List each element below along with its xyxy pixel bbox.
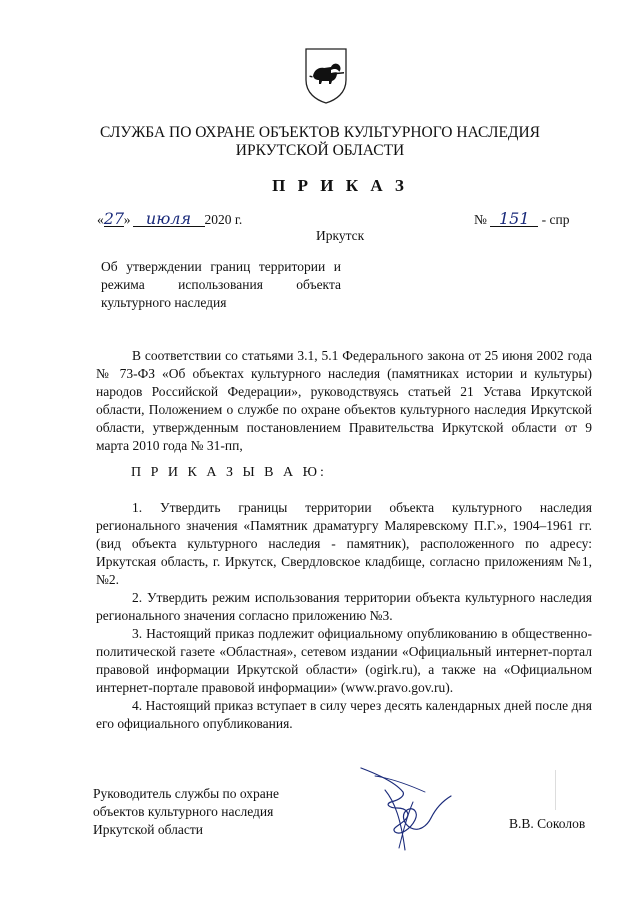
order-subject <box>101 258 341 312</box>
order-item-4: 4. Настоящий приказ вступает в силу через десять календарных дней после дня его официального опубликования. <box>96 698 592 731</box>
order-word: П Р И К А З Ы В А Ю: <box>131 465 327 480</box>
preamble-text: В соответствии со статьями 3.1, 5.1 Федерального закона от 25 июня 2002 года № 73-ФЗ «Об объектах культурного наследия (памятниках истории и культуры) народов Российской Федерации», руководствуясь статьей 21 Устава Иркутской области, Положением о службе по охране объектов культурного наследия Иркутской области, утвержденным постановлением Правительства Иркутской области от 9 марта 2010 года № 31-пп, <box>96 348 592 453</box>
order-number <box>474 209 570 228</box>
quote-close: » <box>123 212 131 227</box>
signatory-position <box>93 785 279 839</box>
city: Иркутск <box>316 228 365 243</box>
agency-name-line-1: СЛУЖБА ПО ОХРАНЕ ОБЪЕКТОВ КУЛЬТУРНОГО НАСЛЕДИЯ <box>99 124 541 141</box>
signatory-name: В.В. Соколов <box>509 816 586 831</box>
agency-name-line-2: ИРКУТСКОЙ ОБЛАСТИ <box>235 142 405 159</box>
number-prefix: № <box>474 212 487 227</box>
quote-open: « <box>97 212 104 227</box>
date-day: 27 <box>103 209 125 228</box>
document-type-title: П Р И К А З <box>272 176 408 195</box>
signature-icon <box>355 762 465 854</box>
coat-of-arms-icon <box>304 46 348 104</box>
number-value: 151 <box>490 212 538 227</box>
subject-line-1: Об утверждении границ территории и <box>101 259 341 274</box>
order-item-3: 3. Настоящий приказ подлежит официальному опубликованию в общественно-политической газете «Областная», сетевом издании «Официальный интернет-портал правовой информации Иркутской области» (ogirk.ru), а также на «Официальном интернет-портале правовой информации» (www.pravo.gov.ru). <box>96 626 592 695</box>
subject-line-2: режима использования объекта <box>101 277 341 292</box>
order-item-2: 2. Утвердить режим использования территории объекта культурного наследия регионального значения согласно приложению №3. <box>96 590 592 623</box>
preamble <box>96 347 592 455</box>
position-line-3: Иркутской области <box>93 822 204 837</box>
subject-line-3: культурного наследия <box>101 295 227 310</box>
position-line-1: Руководитель службы по охране <box>93 786 280 801</box>
number-suffix: - спр <box>541 212 570 227</box>
order-item-1: 1. Утвердить границы территории объекта культурного наследия регионального значения «Памятник драматургу Маляревскому П.Г.», 1904–1961 гг. (вид объекта культурного наследия - памятник), расположенного по адресу: Иркутская область, г. Иркутск, Свердловское кладбище, согласно приложениям №1, №2. <box>96 500 592 587</box>
scan-mark <box>555 770 556 810</box>
order-items <box>96 499 592 733</box>
date-month: июля <box>133 212 205 227</box>
order-date <box>97 209 243 228</box>
position-line-2: объектов культурного наследия <box>93 804 274 819</box>
date-year: 2020 г. <box>204 212 243 227</box>
